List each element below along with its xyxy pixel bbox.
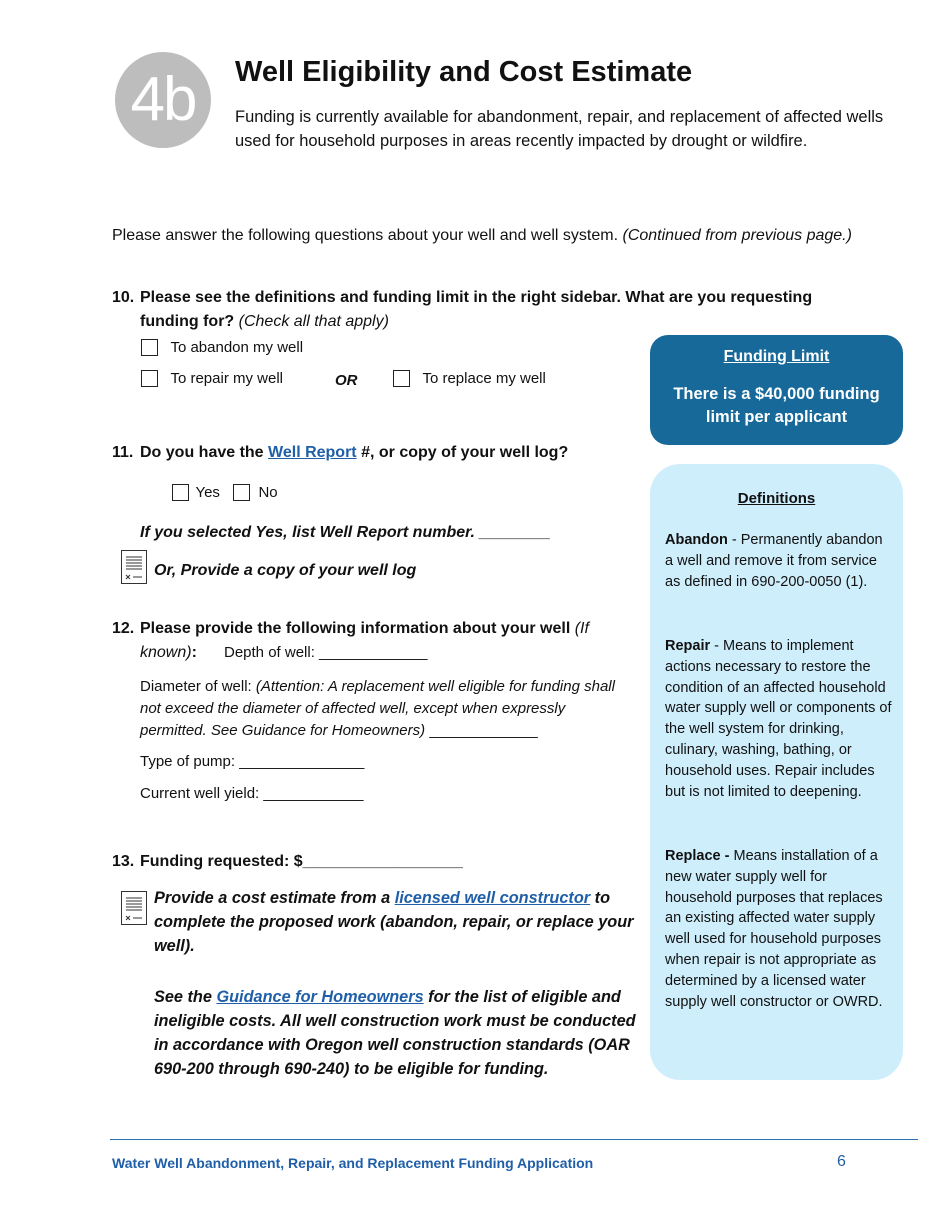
yield-field[interactable]: Current well yield: ____________ xyxy=(140,785,364,802)
cost-estimate-text xyxy=(154,886,639,958)
repair-definition: - Means to implement actions necessary to restore the condition of an affected household water supply well or components of the well system for drinking, culinary, washing, bathing, or household uses. Repair includes but is not limited to deepening. xyxy=(665,638,892,800)
instructions-text: Please answer the following questions about your well and well system. xyxy=(112,227,619,244)
page-title: Well Eligibility and Cost Estimate xyxy=(235,56,693,88)
abandon-definition: - Permanently abandon a well and remove it from service as defined in 690-200-0050 (1). xyxy=(665,532,883,590)
no-label: No xyxy=(258,484,278,501)
funding-limit-title: Funding Limit xyxy=(723,348,830,365)
definition-abandon xyxy=(665,530,893,592)
intro-text: Funding is currently available for abandonment, repair, and replacement of affected wells used for household purposes in areas recently impacted by drought or wildfire. xyxy=(235,108,884,150)
replace-term: Replace - xyxy=(665,848,730,864)
footer-title: Water Well Abandonment, Repair, and Replacement Funding Application xyxy=(112,1155,594,1171)
q12-number: 12. xyxy=(112,620,135,637)
document-upload-icon[interactable] xyxy=(121,550,147,584)
q11-text-after: #, or copy of your well log? xyxy=(361,444,569,461)
replace-label: To replace my well xyxy=(422,370,546,387)
yes-checkbox[interactable] xyxy=(172,484,189,501)
or-label: OR xyxy=(335,372,358,389)
yes-label: Yes xyxy=(195,484,220,501)
q11-text-before: Do you have the xyxy=(140,444,264,461)
replace-checkbox[interactable] xyxy=(393,370,410,387)
definition-replace xyxy=(665,846,893,1012)
q10-question xyxy=(140,286,840,334)
report-number-prompt: If you selected Yes, list Well Report number. ________ xyxy=(140,524,551,541)
q11-yes-option xyxy=(172,484,220,502)
q10-repair-option xyxy=(141,370,283,388)
diameter-label: Diameter of well: xyxy=(140,678,252,695)
funding-requested-field[interactable]: Funding requested: $__________________ xyxy=(140,853,463,870)
definitions-box xyxy=(650,464,903,1080)
q10-replace-option xyxy=(393,370,546,388)
footer-divider xyxy=(110,1139,918,1140)
guidance-text xyxy=(154,985,639,1081)
q11-question xyxy=(140,441,568,465)
q13-number: 13. xyxy=(112,853,135,870)
page-number: 6 xyxy=(837,1153,846,1170)
definition-repair xyxy=(665,636,893,802)
funding-limit-box xyxy=(650,335,903,445)
licensed-constructor-link[interactable]: licensed well constructor xyxy=(394,889,591,907)
q10-text: Please see the definitions and funding limit in the right sidebar. What are you requesting funding for? xyxy=(140,289,813,330)
q12-note: (If known) xyxy=(140,620,589,661)
q11-number: 11. xyxy=(112,444,134,461)
provide-log-text: Or, Provide a copy of your well log xyxy=(154,562,417,579)
no-checkbox[interactable] xyxy=(233,484,250,501)
repair-checkbox[interactable] xyxy=(141,370,158,387)
see-after: for the list of eligible and ineligible costs. All well construction work must be conducted in accordance with Oregon well construction standards (OAR 690-200 through 690-240) to be eligible for funding. xyxy=(154,988,636,1078)
diameter-note: (Attention: A replacement well eligible for funding shall not exceed the diameter of affected well, except when expressly permitted. See Guidance for Homeowners) xyxy=(140,678,615,739)
depth-field[interactable]: Depth of well: _____________ xyxy=(224,644,428,661)
q12-text: Please provide the following information about your well xyxy=(140,620,571,637)
abandon-checkbox[interactable] xyxy=(141,339,158,356)
well-report-link[interactable]: Well Report xyxy=(268,444,357,461)
pump-field[interactable]: Type of pump: _______________ xyxy=(140,753,365,770)
definitions-title: Definitions xyxy=(737,490,816,507)
abandon-label: To abandon my well xyxy=(170,339,304,356)
cost-estimate-upload-icon[interactable] xyxy=(121,891,147,925)
diameter-field[interactable] xyxy=(140,676,625,742)
instructions xyxy=(112,224,872,248)
see-before: See the xyxy=(154,988,212,1006)
guidance-homeowners-link[interactable]: Guidance for Homeowners xyxy=(216,988,424,1006)
instructions-note: (Continued from previous page.) xyxy=(622,227,852,244)
repair-term: Repair xyxy=(665,638,711,654)
q11-no-option xyxy=(233,484,278,502)
repair-label: To repair my well xyxy=(170,370,283,387)
q12-colon: : xyxy=(191,644,197,661)
diameter-blank: _____________ xyxy=(429,722,538,739)
estimate-before: Provide a cost estimate from a xyxy=(154,889,391,907)
replace-definition: Means installation of a new water supply well for household purposes that replaces an existing affected water supply well used for household purposes when repair is not appropriate as determined by a licensed water supply well constructor or OWRD. xyxy=(665,848,883,1010)
q10-number: 10. xyxy=(112,289,135,306)
abandon-term: Abandon xyxy=(665,532,728,548)
q10-abandon-option xyxy=(141,339,303,357)
section-badge: 4b xyxy=(115,52,211,148)
q10-note: (Check all that apply) xyxy=(238,313,389,330)
estimate-after: to complete the proposed work (abandon, repair, or replace your well). xyxy=(154,889,634,955)
funding-limit-text: There is a $40,000 funding limit per applicant xyxy=(673,385,880,426)
